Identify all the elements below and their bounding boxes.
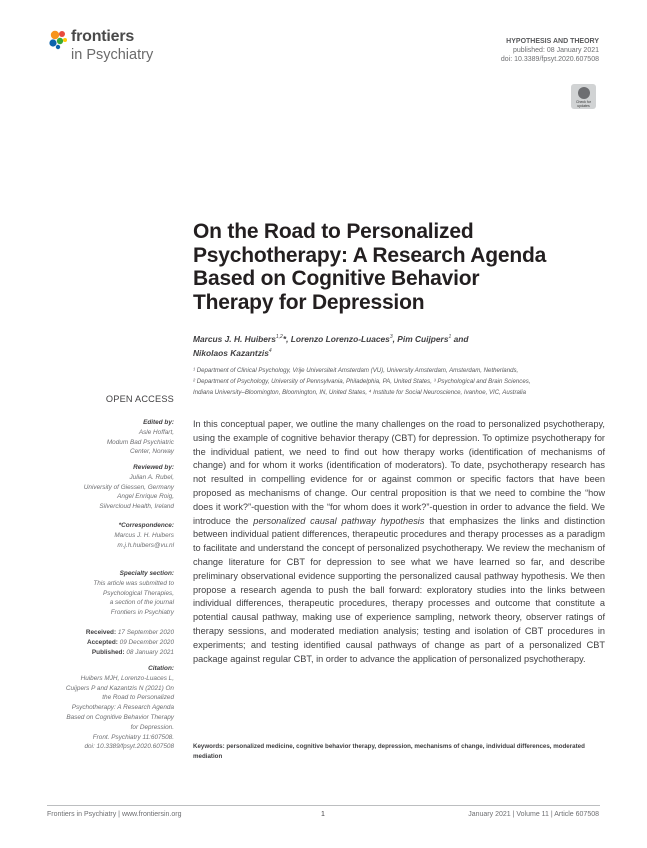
published-label: Published: bbox=[91, 648, 125, 656]
logo-brand: frontiers bbox=[71, 28, 135, 45]
abstract-text: In this conceptual paper, we outline the many challenges on the road to personalized psychotherapy, using the example of cognitive behavior therapy (CBT) for depression. To optimize psychotherapy for the individual patient, we need to find out how therapy works (identification of mechanisms of change) and for whom it works (identification of moderators). To date, psychotherapy research has not resulted in compelling evidence for or against common or specific factors that have been proposed as mechanisms of change. Our central proposition is that we need to combine the “how does it work?”-question with the “for whom does it work?”-question in order to advance the field. We introduce the bbox=[193, 419, 605, 526]
reviewer-line: Silvercloud Health, Ireland bbox=[99, 503, 174, 511]
affil-ref: 4 bbox=[268, 347, 272, 354]
correspondence-name: Marcus J. H. Huibers bbox=[114, 531, 174, 539]
citation-line: the Road to Personalized bbox=[102, 694, 174, 702]
correspondence-label: *Correspondence: bbox=[118, 522, 174, 529]
published-date: published: 08 January 2021 bbox=[512, 47, 599, 54]
title-line: On the Road to Personalized bbox=[193, 220, 474, 243]
author-name[interactable]: *, Lorenzo Lorenzo-Luaces bbox=[282, 333, 390, 344]
citation-block bbox=[24, 664, 174, 752]
author-name[interactable]: Marcus J. H. Huibers bbox=[193, 333, 276, 344]
authors bbox=[193, 331, 613, 359]
accepted-date: 09 December 2020 bbox=[119, 638, 174, 646]
title-line: Psychotherapy: A Research Agenda bbox=[193, 243, 547, 267]
citation-line: for Depression. bbox=[130, 723, 174, 731]
author-name[interactable]: , Pim Cuijpers bbox=[392, 333, 449, 344]
citation-line: Front. Psychiatry 11:607508. bbox=[92, 733, 174, 741]
published-date-side: 08 January 2021 bbox=[126, 648, 174, 656]
specialty-line: Psychological Therapies, bbox=[102, 589, 174, 597]
article-type: HYPOTHESIS AND THEORY bbox=[506, 38, 599, 45]
correspondence-email-link[interactable]: m.j.h.huibers@vu.nl bbox=[117, 541, 174, 549]
edited-by-label: Edited by: bbox=[143, 419, 174, 426]
affil-ref: 1 bbox=[448, 334, 452, 340]
editor-line: Center, Norway bbox=[129, 448, 174, 456]
specialty-line: Frontiers in Psychiatry bbox=[110, 609, 174, 617]
dates-block bbox=[24, 628, 174, 657]
abstract-text: that emphasizes the links and distinction between individual patient differences, therapeutic procedures and therapy processes as a paradigm to facilitate and understand the concept of personalized psychotherapy. We review the mechanism of change literature for CBT for depression to see what we have learned so far, and describe preliminary observational evidence supporting the personalized causal pathway hypothesis. We then propose a research agenda to push the ball forward: exploratory studies into the links between individual differences, therapeutic procedures, therapy processes and outcome that constitute a potential causal pathway, making use of experience sampling, network theory, observer ratings of therapy sessions, and moderated mediation analysis; testing and isolation of CBT procedures in experiments; and testing identified causal pathways of change as part of a personalized CBT package against regular CBT, in order to advance the application of personalized psychotherapy. bbox=[193, 515, 605, 664]
frontiers-logo-icon bbox=[47, 29, 69, 51]
affiliation-line: Indiana University–Bloomington, Bloomington, IN, United States, ⁴ Institute for Social Neuroscience, Ivanhoe, VIC, Australia bbox=[193, 389, 526, 396]
reviewer-line: Julian A. Rubel, bbox=[129, 473, 174, 481]
author-name[interactable]: Nikolaos Kazantzis bbox=[193, 347, 269, 358]
correspondence-block bbox=[24, 521, 174, 550]
check-updates-label-1: Check for bbox=[576, 99, 591, 104]
title-line: Therapy for Depression bbox=[193, 290, 425, 314]
citation-line: Based on Cognitive Behavior Therapy bbox=[66, 713, 174, 721]
citation-doi-link[interactable]: doi: 10.3389/fpsyt.2020.607508 bbox=[84, 743, 174, 751]
specialty-line: This article was submitted to bbox=[93, 579, 174, 587]
article-meta bbox=[501, 37, 599, 64]
check-for-updates-button[interactable] bbox=[571, 84, 596, 109]
article-title bbox=[193, 220, 613, 314]
check-updates-icon bbox=[578, 87, 590, 99]
abstract bbox=[193, 418, 605, 666]
citation-label: Citation: bbox=[148, 665, 174, 672]
footer-issue-info: January 2021 | Volume 11 | Article 607508 bbox=[468, 811, 599, 818]
citation-line: Huibers MJH, Lorenzo-Luaces L, bbox=[80, 674, 174, 682]
page-number: 1 bbox=[321, 811, 325, 818]
editor-line: Asle Hoffart, bbox=[138, 428, 174, 436]
keywords: Keywords: personalized medicine, cognitive behavior therapy, depression, mechanisms of change, individual differences, moderated mediation bbox=[193, 743, 585, 760]
title-line: Based on Cognitive Behavior bbox=[193, 267, 480, 290]
reviewed-by-label: Reviewed by: bbox=[133, 464, 174, 471]
citation-line: Psychotherapy: A Research Agenda bbox=[71, 704, 174, 712]
specialty-line: a section of the journal bbox=[109, 599, 174, 607]
citation-line: Cuijpers P and Kazantzis N (2021) On bbox=[65, 684, 174, 692]
received-date: 17 September 2020 bbox=[117, 629, 174, 636]
specialty-label: Specialty section: bbox=[119, 570, 174, 577]
author-conj: and bbox=[451, 333, 469, 344]
affil-ref: 3 bbox=[389, 334, 393, 340]
specialty-block bbox=[24, 569, 174, 618]
edited-by-block bbox=[24, 418, 174, 457]
editor-line: Modum Bad Psychiatric bbox=[106, 438, 174, 446]
reviewed-by-block bbox=[24, 463, 174, 512]
footer-journal-link[interactable]: Frontiers in Psychiatry | www.frontiersin.org bbox=[47, 811, 182, 818]
abstract-emphasis: personalized causal pathway hypothesis bbox=[253, 515, 425, 526]
doi: doi: 10.3389/fpsyt.2020.607508 bbox=[500, 56, 599, 63]
received-label: Received: bbox=[85, 629, 117, 636]
logo-journal: in Psychiatry bbox=[71, 47, 154, 63]
affiliation-line: ¹ Department of Clinical Psychology, Vrije Universiteit Amsterdam (VU), University Amsterdam, Amsterdam, Netherlands, bbox=[193, 367, 519, 374]
affiliation-line: ² Department of Psychology, University of Pennsylvania, Philadelphia, PA, United States, ³ Psychological and Brain Sciences, bbox=[193, 378, 531, 385]
footer-divider bbox=[47, 805, 600, 806]
affil-ref: 1,2 bbox=[275, 334, 283, 340]
reviewer-line: University of Giessen, Germany bbox=[83, 483, 174, 491]
accepted-label: Accepted: bbox=[86, 638, 118, 646]
open-access-label: OPEN ACCESS bbox=[105, 394, 174, 404]
check-updates-label-2: updates bbox=[577, 103, 590, 108]
affiliations bbox=[193, 365, 603, 398]
reviewer-line: Angel Enrique Roig, bbox=[117, 493, 174, 501]
